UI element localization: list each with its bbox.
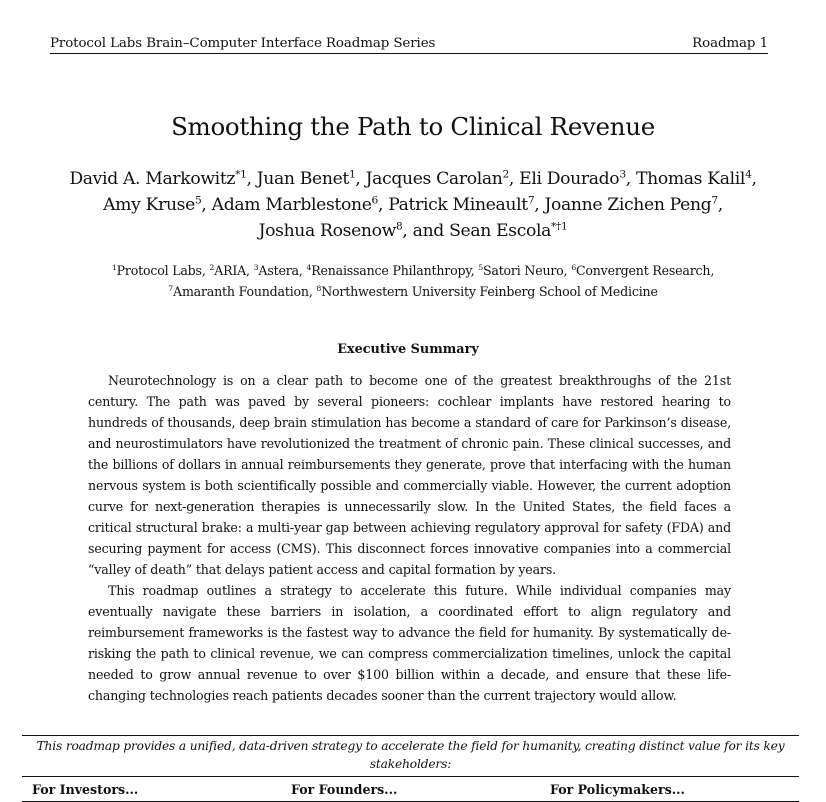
author-name: Juan Benet — [256, 169, 349, 189]
author-affiliation-marks: 7 — [711, 193, 718, 207]
author-affiliation-marks: 8 — [395, 219, 403, 233]
author-affiliation-marks: 1 — [348, 167, 356, 181]
affiliation-number: 4 — [306, 262, 312, 272]
affiliation-name: Amaranth Foundation — [173, 284, 309, 299]
summary-paragraph: This roadmap outlines a strategy to accelerate this future. While individual companies may eventually navigate these barriers in isolation, a coordinated effort to align regulatory and reimbursement frameworks is the fastest way to advance the field for humanity. By systematically de-risking the path to clinical revenue, we can compress commercialization timelines, unlock the capital needed to grow annual revenue to over $100 billion within a decade, and ensure that these life-changing technologies reach patients decades sooner than the current trajectory would allow. — [88, 583, 731, 703]
author: Joanne Zichen Peng$^7$, — [544, 193, 723, 215]
author: Eli Dourado$^3$, — [519, 167, 636, 189]
executive-summary-body — [88, 370, 731, 706]
affiliation-number: 1 — [111, 262, 117, 272]
summary-paragraph: Neurotechnology is on a clear path to become one of the greatest breakthroughs of the 21st century. The path was paved by several pioneers: cochlear implants have restored hearing to hundreds of thousands, deep brain stimulation has become a standard of care for Parkinson’s disease, and neurostimulators have revolutionized the treatment of chronic pain. These clinical successes, and the billions of dollars in annual reimbursements they generate, prove that interfacing with the human nervous system is both scientifically possible and commercially viable. However, the current adoption curve for next-generation therapies is unnecessarily slow. In the United States, the field faces a critical structural brake: a multi-year gap between achieving regulatory approval for safety (FDA) and securing payment for access (CMS). This disconnect forces innovative companies into a commercial “valley of death” that delays patient access and capital formation by years. — [88, 373, 731, 577]
author-conjunction: and — [412, 221, 444, 241]
author: Jacques Carolan$^2$, — [365, 167, 520, 189]
running-header — [50, 33, 768, 54]
author-name: Patrick Mineault — [388, 195, 528, 215]
affiliation-number: 5 — [478, 262, 483, 272]
stakeholder-founders: For Founders... — [291, 781, 398, 797]
series-title: Protocol Labs Brain–Computer Interface Roadmap Series — [50, 36, 436, 51]
author: David A. Markowitz$^{*1}$, — [69, 167, 257, 189]
author: Patrick Mineault$^7$, — [388, 193, 545, 215]
author-affiliation-marks: 2 — [502, 167, 509, 181]
author: Juan Benet$^1$, — [256, 167, 366, 189]
paper-title: Smoothing the Path to Clinical Revenue — [171, 112, 655, 141]
author: Amy Kruse$^5$, — [103, 193, 212, 215]
affiliation-name: Satori Neuro — [482, 263, 564, 278]
author-affiliation-marks: 6 — [371, 193, 378, 207]
roadmap-label: Roadmap 1 — [692, 36, 768, 51]
author-name: Sean Escola — [449, 221, 552, 241]
affiliation-name: Protocol Labs — [116, 263, 202, 278]
author-name: Adam Marblestone — [211, 195, 372, 215]
author-affiliation-marks: *†1 — [551, 219, 568, 233]
affiliation-number: 2 — [209, 262, 215, 272]
author-affiliation-marks: *1 — [235, 167, 247, 181]
affiliation-list — [60, 260, 766, 302]
author-name: Joshua Rosenow — [258, 221, 396, 241]
affiliation: $^1$Protocol Labs, — [111, 262, 210, 278]
executive-summary-heading: Executive Summary — [337, 342, 479, 357]
author-name: Thomas Kalil — [635, 169, 746, 189]
author — [413, 221, 568, 241]
stakeholder-investors: For Investors... — [32, 781, 139, 797]
author-name: Jacques Carolan — [365, 169, 503, 189]
author: Joshua Rosenow$^8$, — [258, 219, 408, 241]
author-list — [44, 166, 782, 244]
author-name: Amy Kruse — [103, 195, 195, 215]
stakeholder-columns — [22, 776, 799, 802]
author-affiliation-marks: 3 — [619, 167, 626, 181]
affiliation-name: ARIA — [214, 263, 247, 278]
affiliation: $^5$Satori Neuro, — [478, 262, 572, 278]
author-name: David A. Markowitz — [69, 169, 236, 189]
author: Adam Marblestone$^6$, — [211, 193, 389, 215]
stakeholder-intro: This roadmap provides a unified, data-driven strategy to accelerate the field for humanity, creating distinct value for its key stakeholders: — [22, 735, 799, 773]
affiliation-name: Northwestern University Feinberg School of Medicine — [321, 284, 658, 299]
affiliation: $^2$ARIA, — [209, 262, 254, 278]
affiliation-name: Astera — [258, 263, 299, 278]
affiliation-name: Convergent Research — [575, 263, 711, 278]
affiliation-name: Renaissance Philanthropy — [311, 263, 471, 278]
stakeholder-policymakers: For Policymakers... — [550, 781, 685, 797]
affiliation-number: 6 — [571, 262, 576, 272]
affiliation: $^6$Convergent Research, — [571, 262, 715, 278]
affiliation-number: 3 — [253, 262, 259, 272]
author-name: Eli Dourado — [519, 169, 620, 189]
stakeholder-box — [22, 735, 799, 802]
affiliation: $^3$Astera, — [253, 262, 307, 278]
author-affiliation-marks: 4 — [745, 167, 752, 181]
author-name: Joanne Zichen Peng — [544, 195, 712, 215]
author-affiliation-marks: 5 — [194, 193, 202, 207]
author: Thomas Kalil$^4$, — [635, 167, 757, 189]
affiliation: $^7$Amaranth Foundation, — [168, 283, 317, 299]
affiliation — [316, 284, 657, 299]
affiliation-number: 7 — [168, 283, 174, 293]
affiliation: $^4$Renaissance Philanthropy, — [306, 262, 479, 278]
affiliation-number: 8 — [316, 283, 322, 293]
author-affiliation-marks: 7 — [527, 193, 535, 207]
